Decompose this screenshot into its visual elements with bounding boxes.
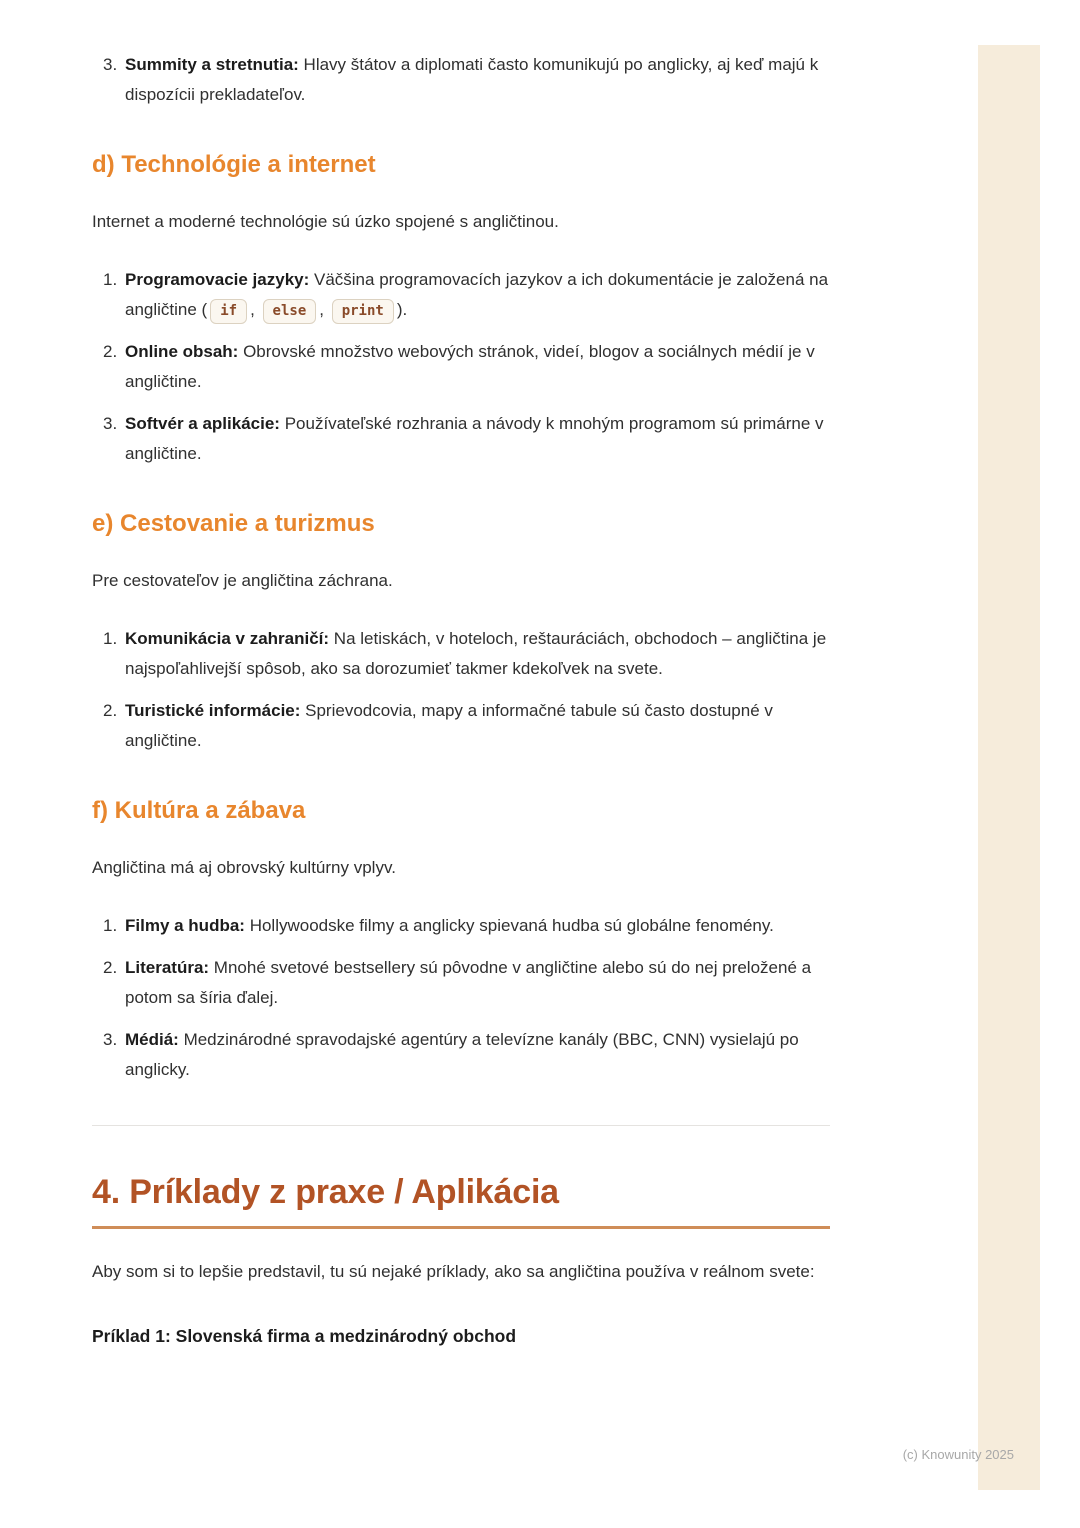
list-marker: 3. [103, 55, 118, 74]
list-item-rest: Používateľské rozhrania a návody k mnohým programom sú primárne v angličtine. [125, 414, 824, 463]
inline-code: else [263, 299, 317, 324]
section-divider [92, 1125, 830, 1126]
list-marker: 1. [103, 270, 118, 289]
list-item-text [125, 953, 830, 1013]
list-item-lead: Softvér a aplikácie: [125, 414, 280, 433]
inline-code: if [210, 299, 247, 324]
list-item-lead: Turistické informácie: [125, 701, 301, 720]
list-item-lead: Médiá: [125, 1030, 179, 1049]
list-item-rest: Medzinárodné spravodajské agentúry a televízne kanály (BBC, CNN) vysielajú po anglicky. [125, 1030, 799, 1079]
list-item [92, 1025, 830, 1085]
list-item-rest: , [319, 300, 329, 319]
list-item [92, 911, 830, 941]
watermark: (c) Knowunity 2025 [902, 1447, 1014, 1462]
chapter-heading: 4. Príklady z praxe / Aplikácia [92, 1173, 559, 1211]
chapter-heading-rule [92, 1226, 830, 1229]
section-heading-f: f) Kultúra a zábava [92, 797, 306, 824]
list-item-rest: Mnohé svetové bestsellery sú pôvodne v angličtine alebo sú do nej preložené a potom sa šíria ďalej. [125, 958, 812, 1007]
list-item-lead: Komunikácia v zahraničí: [125, 629, 330, 648]
list-item-rest: Väčšina programovacích jazykov a ich dokumentácie je založená na angličtine ( [125, 270, 829, 319]
section-heading-d: d) Technológie a internet [92, 151, 376, 178]
list-item-text [125, 911, 830, 941]
list-item-text [125, 265, 830, 325]
section-intro: Pre cestovateľov je angličtina záchrana. [92, 571, 393, 590]
numbered-list [92, 624, 830, 756]
list-item [92, 696, 830, 756]
list-marker: 2. [103, 342, 118, 361]
list-item [92, 265, 830, 325]
list-item [92, 953, 830, 1013]
list-item-text [125, 337, 830, 397]
list-item-rest: Hlavy štátov a diplomati často komunikujú po anglicky, aj keď majú k dispozícii prekladateľov. [125, 55, 819, 104]
list-item [92, 624, 830, 684]
document-content [92, 50, 830, 1351]
list-item-rest: Obrovské množstvo webových stránok, videí, blogov a sociálnych médií je v angličtine. [125, 342, 815, 391]
section-intro: Internet a moderné technológie sú úzko spojené s angličtinou. [92, 212, 559, 231]
section-intro: Angličtina má aj obrovský kultúrny vplyv. [92, 858, 396, 877]
example-heading: Príklad 1: Slovenská firma a medzinárodný obchod [92, 1326, 517, 1346]
list-item-lead: Filmy a hudba: [125, 916, 245, 935]
chapter-intro: Aby som si to lepšie predstavil, tu sú nejaké príklady, ako sa angličtina používa v reálnom svete: [92, 1262, 815, 1281]
list-item-rest: , [250, 300, 260, 319]
list-item-rest: Hollywoodske filmy a anglicky spievaná hudba sú globálne fenomény. [244, 916, 774, 935]
list-item [92, 337, 830, 397]
list-item-lead: Summity a stretnutia: [125, 55, 299, 74]
list-item-text [125, 624, 830, 684]
list-marker: 2. [103, 958, 118, 977]
list-marker: 1. [103, 916, 118, 935]
list-marker: 3. [103, 1030, 118, 1049]
section-heading-e: e) Cestovanie a turizmus [92, 510, 375, 537]
list-item-text [125, 50, 830, 110]
list-item-text [125, 1025, 830, 1085]
list-item [92, 50, 830, 110]
list-item-text [125, 409, 830, 469]
list-item-text [125, 696, 830, 756]
list-item-lead: Literatúra: [125, 958, 210, 977]
numbered-list [92, 265, 830, 469]
inline-code: print [332, 299, 394, 324]
list-item [92, 409, 830, 469]
page-margin-stripe [978, 45, 1040, 1490]
list-marker: 1. [103, 629, 118, 648]
numbered-list [92, 911, 830, 1085]
list-marker: 3. [103, 414, 118, 433]
list-marker: 2. [103, 701, 118, 720]
list-item-lead: Online obsah: [125, 342, 239, 361]
list-item-rest: ). [396, 300, 408, 319]
list-item-rest: Sprievodcovia, mapy a informačné tabule sú často dostupné v angličtine. [125, 701, 773, 750]
list-item-rest: Na letiskách, v hoteloch, reštauráciách, obchodoch – angličtina je najspoľahlivejší spôsob, ako sa dorozumieť takmer kdekoľvek na svete. [125, 629, 827, 678]
list-item-lead: Programovacie jazyky: [125, 270, 310, 289]
